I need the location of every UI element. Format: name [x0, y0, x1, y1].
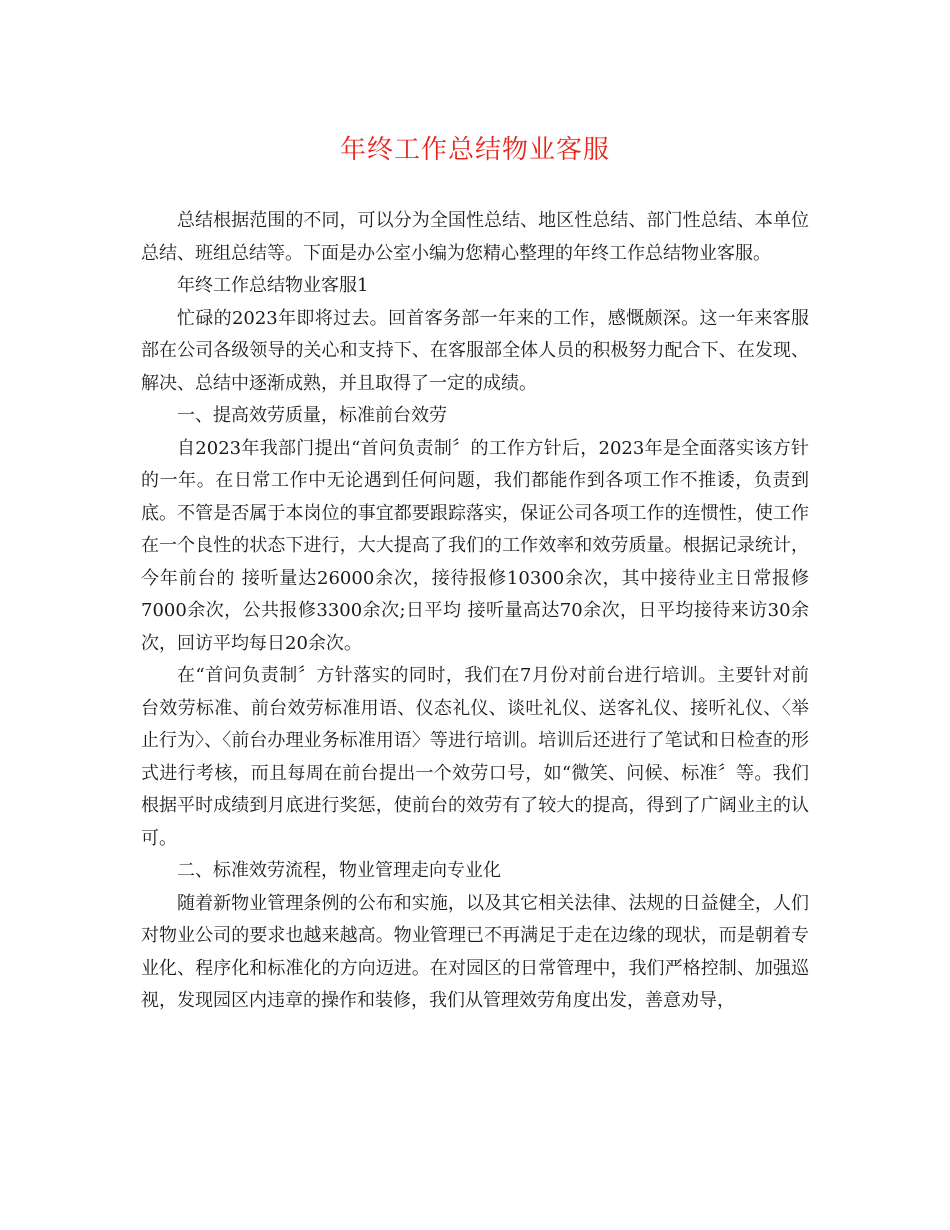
paragraph-section-2a: 随着新物业管理条例的公布和实施，以及其它相关法律、法规的日益健全，人们对物业公司的要求也越来越高。物业管理已不再满足于走在边缘的现状，而是朝着专业化、程序化和标准化的方向迈进。在对园区的日常管理中，我们严格控制、加强巡视，发现园区内违章的操作和装修，我们从管理效劳角度出发，善意劝导，	[141, 892, 809, 1011]
paragraph-subtitle: 年终工作总结物业客服1	[177, 275, 369, 296]
paragraph-section-1b: 在“首问负责制〞方针落实的同时，我们在7月份对前台进行培训。主要针对前台效劳标准、前台效劳标准用语、仪态礼仪、谈吐礼仪、送客礼仪、接听礼仪、〈举止行为〉、〈前台办理业务标准用语〉等进行培训。培训后还进行了笔试和日检查的形式进行考核，而且每周在前台提出一个效劳口号，如“微笑、问候、标准〞等。我们根据平时成绩到月底进行奖惩，使前台的效劳有了较大的提高，得到了广阔业主的认可。	[141, 665, 809, 849]
document-title: 年终工作总结物业客服	[339, 135, 610, 165]
document-body	[141, 205, 809, 1018]
paragraph-intro: 总结根据范围的不同，可以分为全国性总结、地区性总结、部门性总结、本单位总结、班组总结等。下面是办公室小编为您精心整理的年终工作总结物业客服。	[141, 210, 809, 264]
section-heading-1: 一、提高效劳质量，标准前台效劳	[177, 405, 447, 426]
paragraph-section-1a: 自2023年我部门提出“首问负责制〞的工作方针后，2023年是全面落实该方针的一年。在日常工作中无论遇到任何问题，我们都能作到各项工作不推诿，负责到底。不管是否属于本岗位的事宜都要跟踪落实，保证公司各项工作的连惯性，使工作在一个良性的状态下进行，大大提高了我们的工作效率和效劳质量。根据记录统计，今年前台的 接听量达26000余次，接待报修10300余次，其中接待业主日常报修7000余次，公共报修3300余次;日平均 接听量高达70余次，日平均接待来访30余次，回访平均每日20余次。	[141, 437, 809, 654]
paragraph-opening: 忙碌的2023年即将过去。回首客务部一年来的工作，感慨颇深。这一年来客服部在公司各级领导的关心和支持下、在客服部全体人员的积极努力配合下、在发现、解决、总结中逐渐成熟，并且取得了一定的成绩。	[141, 307, 809, 394]
section-heading-2: 二、标准效劳流程，物业管理走向专业化	[177, 860, 501, 881]
